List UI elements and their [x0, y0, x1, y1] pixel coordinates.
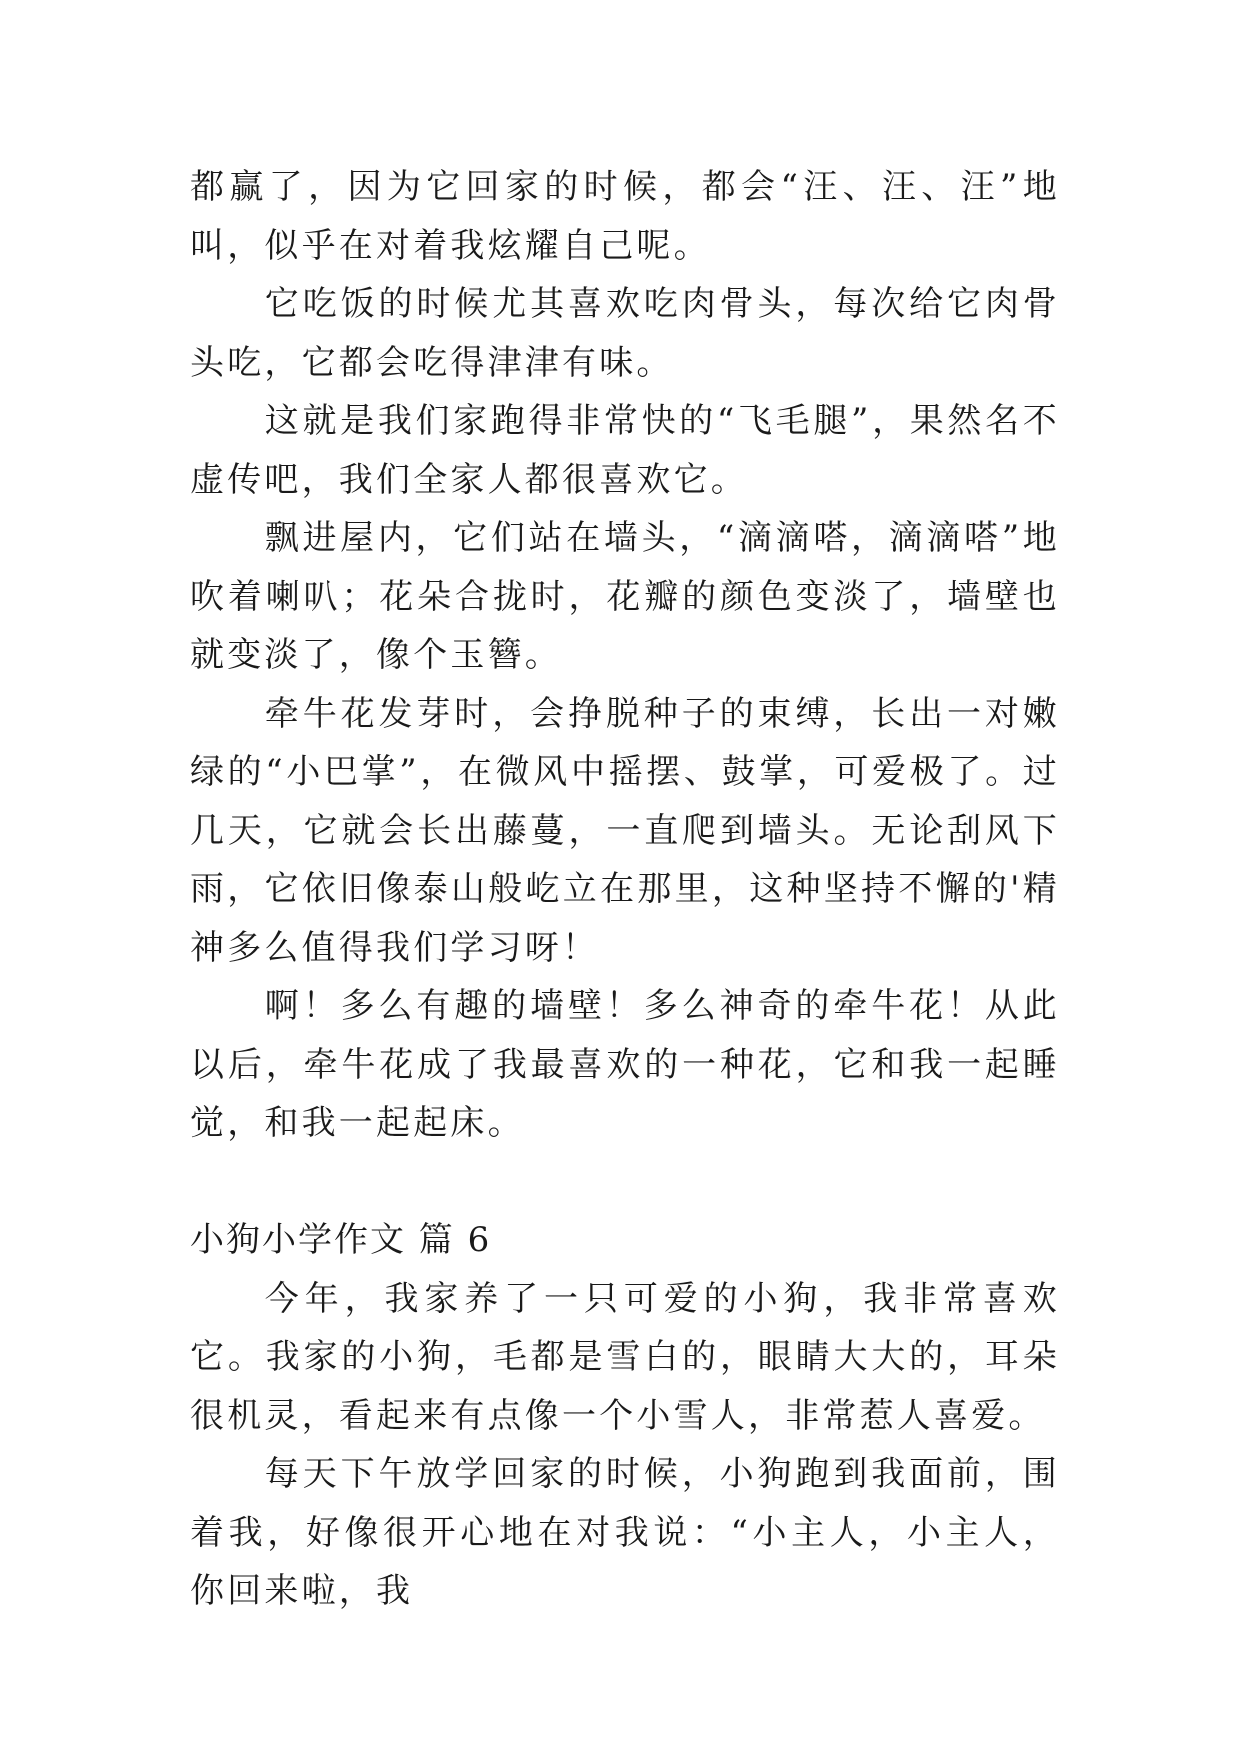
paragraph-4: 飘进屋内，它们站在墙头，“滴滴嗒，滴滴嗒”地吹着喇叭；花朵合拢时，花瓣的颜色变淡了，墙壁也就变淡了，像个玉簪。 [190, 518, 1060, 675]
section-heading: 小狗小学作文 篇 6 [190, 1220, 492, 1260]
section-spacer [190, 1153, 1060, 1212]
paragraph-7: 今年，我家养了一只可爱的小狗，我非常喜欢它。我家的小狗，毛都是雪白的，眼睛大大的，耳朵很机灵，看起来有点像一个小雪人，非常惹人喜爱。 [190, 1278, 1060, 1436]
document-body [190, 158, 1060, 1621]
paragraph-5: 牵牛花发芽时，会挣脱种子的束缚，长出一对嫩绿的“小巴掌”，在微风中摇摆、鼓掌，可爱极了。过几天，它就会长出藤蔓，一直爬到墙头。无论刮风下雨，它依旧像泰山般屹立在那里，这种坚持不懈的'精神多么值得我们学习呀！ [190, 693, 1060, 968]
paragraph-6: 啊！多么有趣的墙壁！多么神奇的牵牛花！从此以后，牵牛花成了我最喜欢的一种花，它和我一起睡觉，和我一起起床。 [190, 986, 1060, 1143]
paragraph-3: 这就是我们家跑得非常快的“飞毛腿”，果然名不虚传吧，我们全家人都很喜欢它。 [190, 401, 1060, 500]
paragraph-2: 它吃饭的时候尤其喜欢吃肉骨头，每次给它肉骨头吃，它都会吃得津津有味。 [190, 284, 1060, 383]
paragraph-1: 都赢了，因为它回家的时候，都会“汪、汪、汪”地叫，似乎在对着我炫耀自己呢。 [190, 167, 1060, 266]
paragraph-8: 每天下午放学回家的时候，小狗跑到我面前，围着我，好像很开心地在对我说：“小主人，小主人，你回来啦，我 [190, 1454, 1060, 1611]
